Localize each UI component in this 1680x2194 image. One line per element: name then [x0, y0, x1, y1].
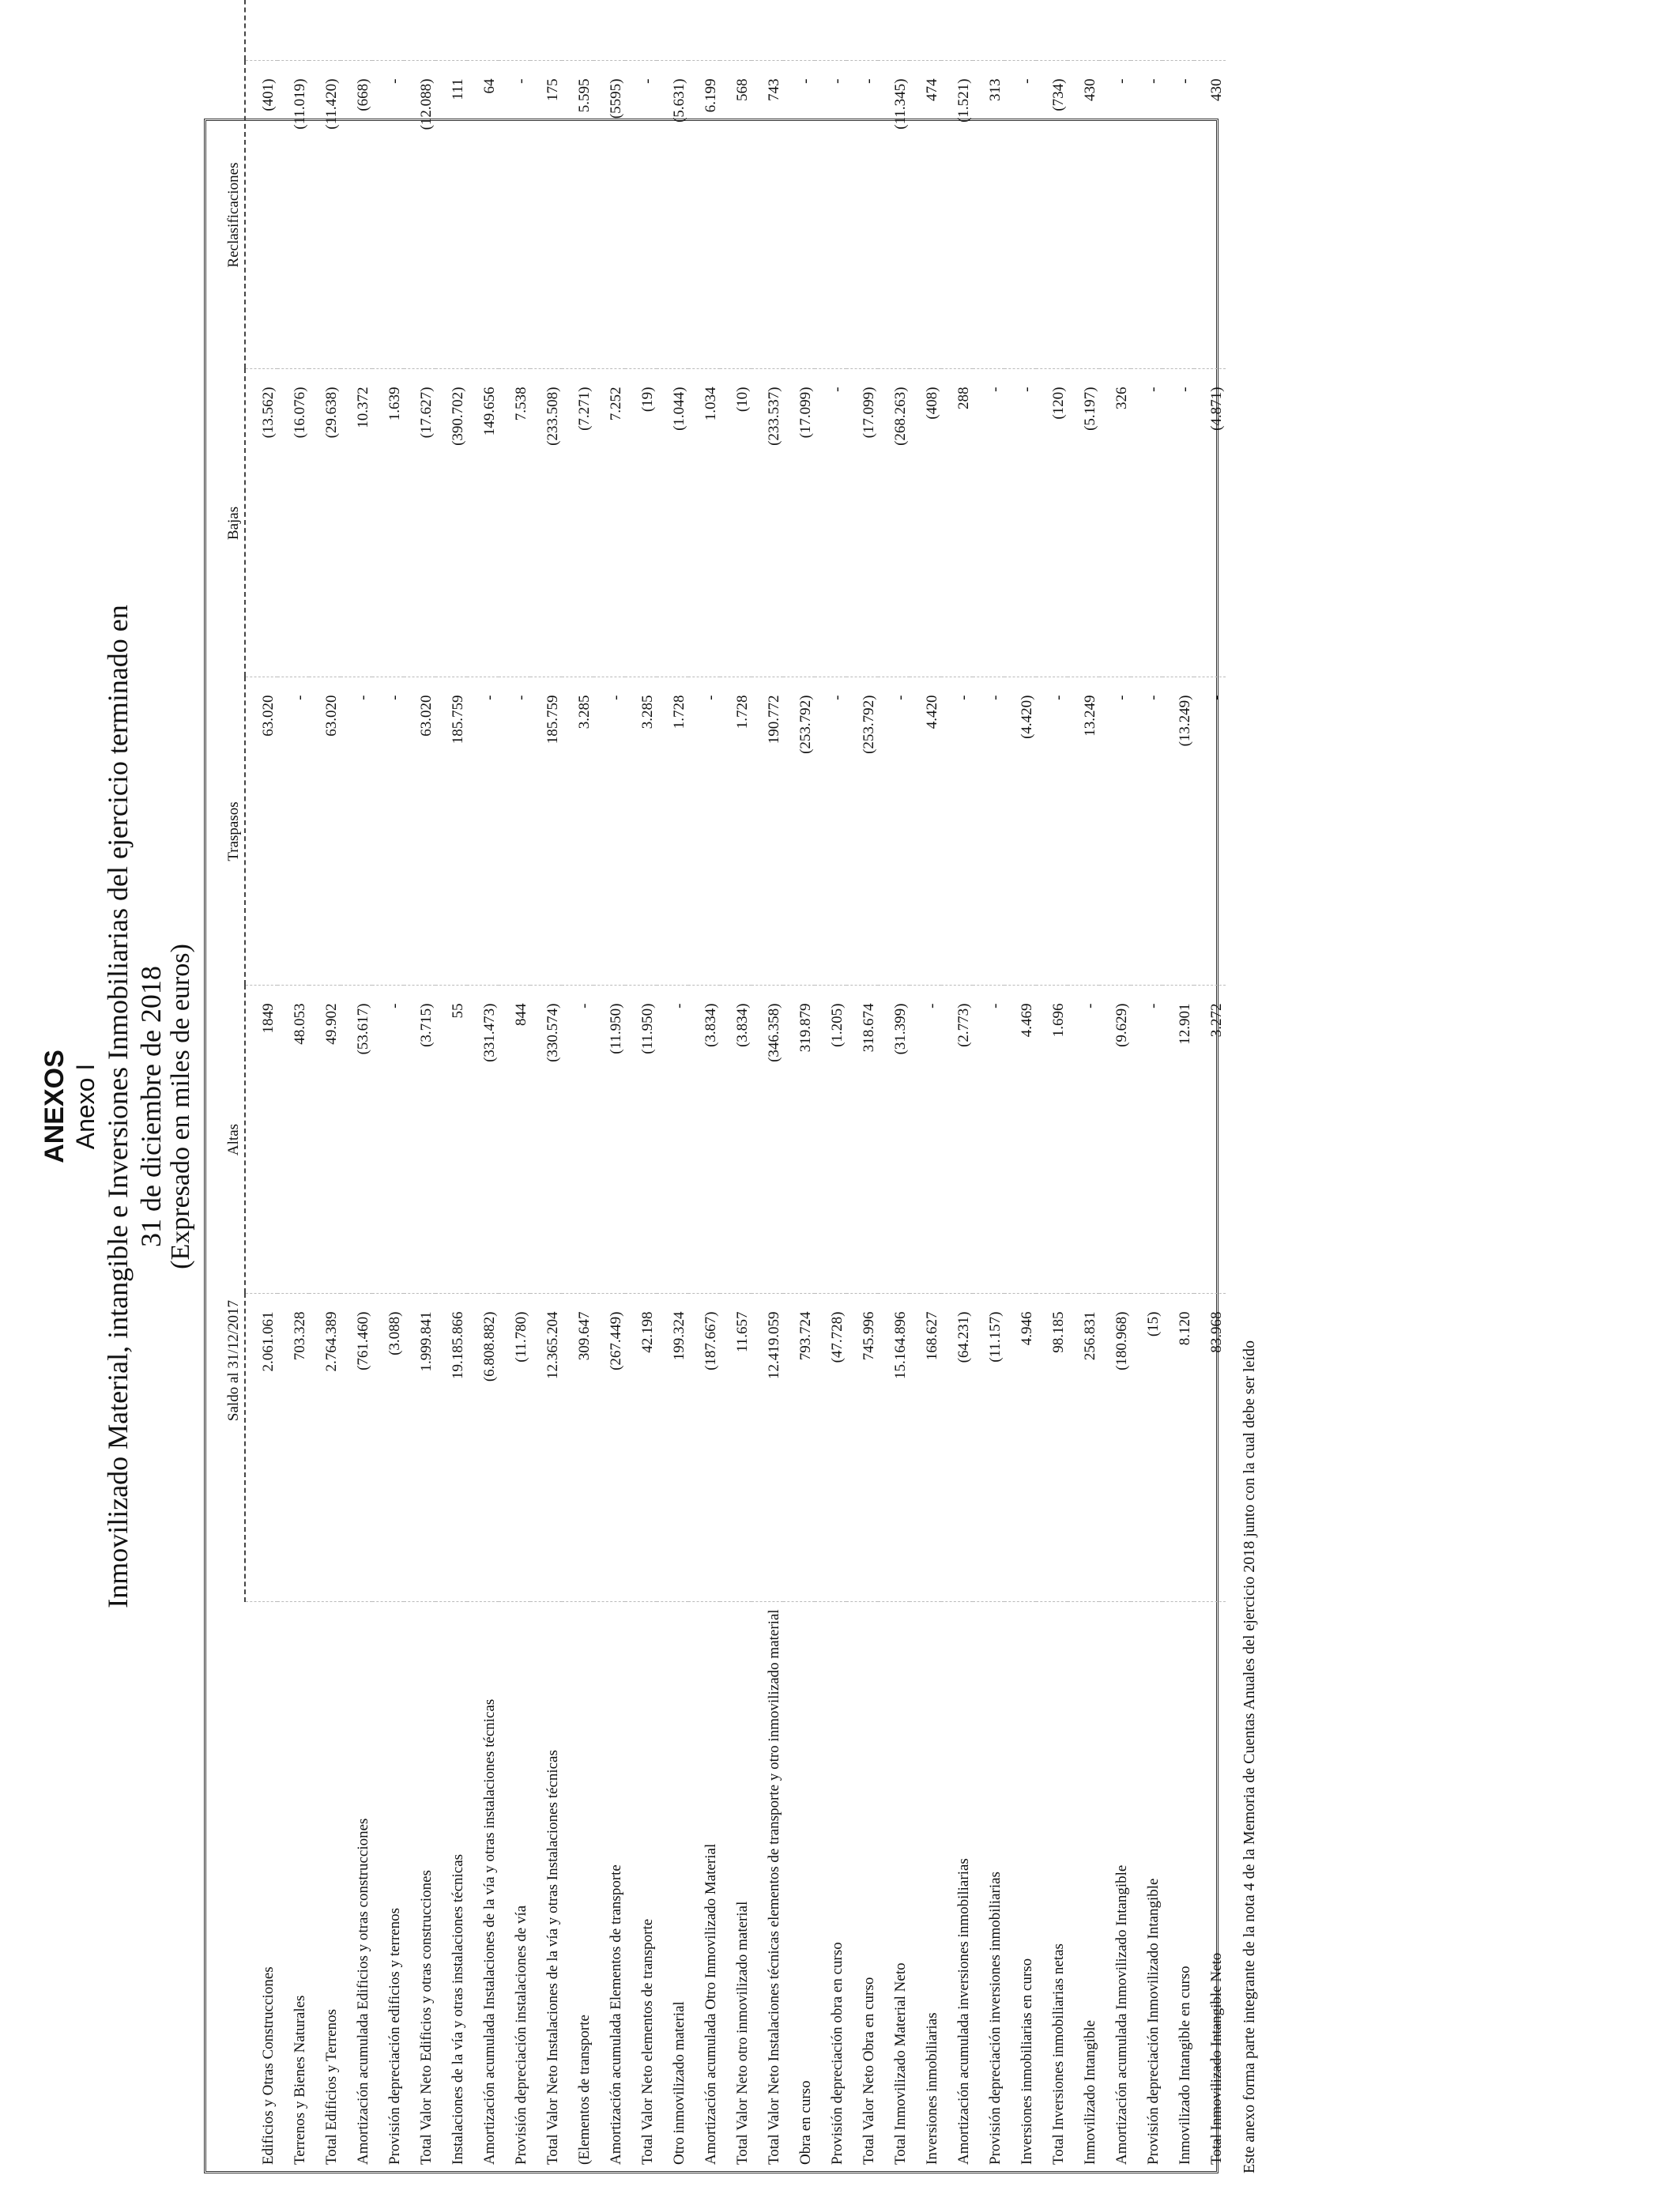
table-row	[1162, 0, 1194, 2171]
table-cell: (233.508)	[530, 369, 562, 677]
column-header: Altas	[225, 986, 245, 1294]
row-label: Inversiones inmobiliarias	[910, 1602, 941, 2171]
table-cell: 55	[435, 986, 467, 1294]
table-row	[245, 0, 277, 2171]
table-cell: 1.696	[1036, 986, 1068, 1294]
table-cell: (4.420)	[1004, 677, 1036, 986]
table-cell: 703.328	[277, 1294, 309, 1602]
table-cell: 743	[751, 61, 783, 369]
table-row	[530, 0, 562, 2171]
table-row	[751, 0, 783, 2171]
table-cell: -	[1162, 369, 1194, 677]
table-cell: (31.399)	[878, 986, 910, 1294]
table-row	[593, 0, 625, 2171]
annex-heading: ANEXOS	[40, 1050, 70, 1163]
table-cell: (331.473)	[467, 986, 499, 1294]
row-label: Total Valor Neto elementos de transporte	[625, 1602, 657, 2171]
table-cell: 48.053	[277, 986, 309, 1294]
table-cell: 199.324	[657, 1294, 688, 1602]
assets-table	[206, 0, 1226, 2171]
table-row	[720, 0, 751, 2171]
table-cell: (390.702)	[435, 369, 467, 677]
table-cell: 256.831	[1068, 1294, 1099, 1602]
table-cell: -	[499, 61, 530, 369]
table-cell: -	[973, 369, 1004, 677]
row-label: Amortización acumulada inversiones inmobiliarias	[941, 1602, 973, 2171]
table-cell: -	[562, 986, 593, 1294]
table-row	[562, 0, 593, 2171]
row-label: Inmovilizado Intangible en curso	[1162, 1602, 1194, 2171]
table-cell: (253.792)	[846, 677, 878, 986]
table-cell: 1.034	[688, 369, 720, 677]
table-row	[1131, 0, 1162, 2171]
table-cell: (11.780)	[499, 1294, 530, 1602]
table-cell: -	[815, 369, 846, 677]
table-cell: 5.595	[562, 61, 593, 369]
table-cell: 175	[530, 61, 562, 369]
table-cell: -	[372, 677, 404, 986]
row-label: Total Valor Neto Edificios y otras construcciones	[404, 1602, 435, 2171]
table-cell: 844	[499, 986, 530, 1294]
table-row	[1004, 0, 1036, 2171]
table-cell: 12.901	[1162, 986, 1194, 1294]
table-cell: -	[1099, 61, 1131, 369]
table-header-row	[225, 0, 245, 2171]
table-cell: (11.345)	[878, 61, 910, 369]
table-cell	[341, 0, 372, 61]
table-row	[1099, 0, 1131, 2171]
table-cell: (10)	[720, 369, 751, 677]
column-header: Saldo al 31/12/2017	[225, 1294, 245, 1602]
column-header-top	[206, 0, 225, 61]
table-cell: -	[878, 677, 910, 986]
table-cell: 7.538	[499, 369, 530, 677]
table-cell: (268.263)	[878, 369, 910, 677]
table-cell	[467, 0, 499, 61]
annex-number: Anexo I	[71, 1063, 100, 1150]
table-cell: (6.808.882)	[467, 1294, 499, 1602]
table-cell	[1068, 0, 1099, 61]
table-cell	[625, 0, 657, 61]
row-label: Provisión depreciación instalaciones de vía	[499, 1602, 530, 2171]
table-cell: -	[783, 61, 815, 369]
document-subtitle: (Expresado en miles de euros)	[166, 944, 195, 1269]
table-cell: (12.088)	[404, 61, 435, 369]
table-cell: 3.272	[1194, 986, 1226, 1294]
table-cell: (5.197)	[1068, 369, 1099, 677]
table-row	[1036, 0, 1068, 2171]
table-row	[910, 0, 941, 2171]
row-label: Total Inmovilizado Intangible Neto	[1194, 1602, 1226, 2171]
row-label: Terrenos y Bienes Naturales	[277, 1602, 309, 2171]
row-label: Total Inversiones inmobiliarias netas	[1036, 1602, 1068, 2171]
table-cell: 430	[1068, 61, 1099, 369]
table-cell: -	[1099, 677, 1131, 986]
table-cell	[435, 0, 467, 61]
table-cell: (401)	[245, 61, 277, 369]
table-cell: 318.674	[846, 986, 878, 1294]
table-cell: (734)	[1036, 61, 1068, 369]
table-cell: -	[1036, 677, 1068, 986]
row-label: Amortización acumulada Otro Inmovilizado Material	[688, 1602, 720, 2171]
table-cell: 19.185.866	[435, 1294, 467, 1602]
table-row	[309, 0, 341, 2171]
table-cell: (2.773)	[941, 986, 973, 1294]
table-cell: (1.521)	[941, 61, 973, 369]
table-cell: -	[1162, 61, 1194, 369]
table-cell: (17.099)	[846, 369, 878, 677]
table-cell: -	[657, 986, 688, 1294]
table-cell: -	[341, 677, 372, 986]
row-label: Inversiones inmobiliarias en curso	[1004, 1602, 1036, 2171]
row-label: Total Valor Neto Obra en curso	[846, 1602, 878, 2171]
table-cell	[530, 0, 562, 61]
table-cell: (11.420)	[309, 61, 341, 369]
table-cell: -	[467, 677, 499, 986]
table-cell: (11.157)	[973, 1294, 1004, 1602]
row-label: Total Edificios y Terrenos	[309, 1602, 341, 2171]
table-cell: 8.120	[1162, 1294, 1194, 1602]
table-cell	[1162, 0, 1194, 61]
table-cell: -	[1194, 677, 1226, 986]
table-cell: -	[625, 61, 657, 369]
table-row	[499, 0, 530, 2171]
table-cell: 42.198	[625, 1294, 657, 1602]
table-cell: 313	[973, 61, 1004, 369]
table-cell: 1.639	[372, 369, 404, 677]
table-cell: 745.996	[846, 1294, 878, 1602]
table-cell: (5.631)	[657, 61, 688, 369]
table-cell: 13.249	[1068, 677, 1099, 986]
row-label: Amortización acumulada Edificios y otras construcciones	[341, 1602, 372, 2171]
table-cell: (64.231)	[941, 1294, 973, 1602]
table-cell: (7.271)	[562, 369, 593, 677]
table-cell	[815, 0, 846, 61]
table-cell: (668)	[341, 61, 372, 369]
table-cell: (408)	[910, 369, 941, 677]
column-header: Reclasificaciones	[225, 61, 245, 369]
table-cell: (346.358)	[751, 986, 783, 1294]
table-cell: -	[941, 677, 973, 986]
table-cell: 64	[467, 61, 499, 369]
table-cell	[910, 0, 941, 61]
table-cell: 309.647	[562, 1294, 593, 1602]
column-header	[225, 0, 245, 61]
table-cell: 168.627	[910, 1294, 941, 1602]
table-row	[783, 0, 815, 2171]
table-cell: 63.020	[404, 677, 435, 986]
table-row	[878, 0, 910, 2171]
table-cell	[593, 0, 625, 61]
table-cell	[562, 0, 593, 61]
table-cell: -	[372, 986, 404, 1294]
row-label: Provisión depreciación inversiones inmobiliarias	[973, 1602, 1004, 2171]
table-cell: (13.249)	[1162, 677, 1194, 986]
row-label: Total Inmovilizado Material Neto	[878, 1602, 910, 2171]
table-cell: 185.759	[530, 677, 562, 986]
table-cell: 1.728	[657, 677, 688, 986]
table-cell	[245, 0, 277, 61]
table-cell: 15.164.896	[878, 1294, 910, 1602]
table-cell	[1194, 0, 1226, 61]
table-cell: (5595)	[593, 61, 625, 369]
table-cell: -	[1131, 369, 1162, 677]
row-label: Inmovilizado Intangible	[1068, 1602, 1099, 2171]
table-cell	[878, 0, 910, 61]
document-date: 31 de diciembre de 2018	[135, 966, 167, 1247]
row-label: Provisión depreciación edificios y terrenos	[372, 1602, 404, 2171]
table-cell: -	[815, 677, 846, 986]
table-cell: 793.724	[783, 1294, 815, 1602]
table-cell	[1131, 0, 1162, 61]
row-label: Amortización acumulada Inmovilizado Intangible	[1099, 1602, 1131, 2171]
table-cell: (761.460)	[341, 1294, 372, 1602]
table-cell: -	[815, 61, 846, 369]
table-cell: 568	[720, 61, 751, 369]
row-label: Total Valor Neto Instalaciones técnicas elementos de transporte y otro inmovilizado material	[751, 1602, 783, 2171]
table-cell: (11.950)	[593, 986, 625, 1294]
table-cell: 326	[1099, 369, 1131, 677]
row-label: Amortización acumulada Elementos de transporte	[593, 1602, 625, 2171]
table-cell: (1.044)	[657, 369, 688, 677]
table-cell: -	[1004, 369, 1036, 677]
table-cell: -	[910, 986, 941, 1294]
table-cell: -	[499, 677, 530, 986]
row-label: Provisión depreciación Inmovilizado Intangible	[1131, 1602, 1162, 2171]
column-header: Traspasos	[225, 677, 245, 986]
table-cell: 185.759	[435, 677, 467, 986]
table-cell	[1099, 0, 1131, 61]
table-cell: 7.252	[593, 369, 625, 677]
table-cell: 288	[941, 369, 973, 677]
table-cell: -	[593, 677, 625, 986]
table-cell: (3.834)	[720, 986, 751, 1294]
table-cell	[720, 0, 751, 61]
column-header: Bajas	[225, 369, 245, 677]
table-cell: 149.656	[467, 369, 499, 677]
table-cell	[846, 0, 878, 61]
row-label: Provisión depreciación obra en curso	[815, 1602, 846, 2171]
table-body	[245, 0, 1226, 2171]
footer-note: Este anexo forma parte integrante de la nota 4 de la Memoria de Cuentas Anuales del ejercicio 2018 junto con la cual debe ser leído	[1241, 1340, 1258, 2173]
table-cell: (19)	[625, 369, 657, 677]
table-cell: (47.728)	[815, 1294, 846, 1602]
table-cell: -	[1068, 986, 1099, 1294]
row-label: Obra en curso	[783, 1602, 815, 2171]
table-cell: (29.638)	[309, 369, 341, 677]
table-cell: 1849	[245, 986, 277, 1294]
table-cell: -	[688, 677, 720, 986]
row-label: Edificios y Otras Construcciones	[245, 1602, 277, 2171]
table-cell: 1.728	[720, 677, 751, 986]
table-cell: (17.099)	[783, 369, 815, 677]
table-cell: 474	[910, 61, 941, 369]
table-cell: -	[973, 677, 1004, 986]
table-cell: (4.871)	[1194, 369, 1226, 677]
table-row	[815, 0, 846, 2171]
row-label: Amortización acumulada Instalaciones de la vía y otras instalaciones técnicas	[467, 1602, 499, 2171]
table-cell: (187.667)	[688, 1294, 720, 1602]
table-cell: 2.061.061	[245, 1294, 277, 1602]
table-cell: -	[372, 61, 404, 369]
table-cell	[404, 0, 435, 61]
table-cell: (3.715)	[404, 986, 435, 1294]
rotated-page-content	[40, 40, 1541, 2173]
table-cell	[941, 0, 973, 61]
table-row	[1194, 0, 1226, 2171]
table-cell: 430	[1194, 61, 1226, 369]
table-cell	[657, 0, 688, 61]
table-cell: (17.627)	[404, 369, 435, 677]
table-cell: (233.537)	[751, 369, 783, 677]
table-cell: 1.999.841	[404, 1294, 435, 1602]
table-cell	[973, 0, 1004, 61]
table-cell: (267.449)	[593, 1294, 625, 1602]
table-cell: -	[1131, 986, 1162, 1294]
table-cell: 98.185	[1036, 1294, 1068, 1602]
table-cell: 4.469	[1004, 986, 1036, 1294]
table-cell: -	[1131, 61, 1162, 369]
table-cell: 4.946	[1004, 1294, 1036, 1602]
table-cell: 3.285	[562, 677, 593, 986]
table-cell: (11.019)	[277, 61, 309, 369]
table-cell: 49.902	[309, 986, 341, 1294]
table-cell	[499, 0, 530, 61]
table-cell: (11.950)	[625, 986, 657, 1294]
table-cell	[1004, 0, 1036, 61]
table-cell: 2.764.389	[309, 1294, 341, 1602]
table-frame	[204, 78, 1225, 2173]
table-row	[1068, 0, 1099, 2171]
table-cell: -	[277, 677, 309, 986]
table-cell: 4.420	[910, 677, 941, 986]
row-label: Total Valor Neto otro inmovilizado material	[720, 1602, 751, 2171]
table-cell: (330.574)	[530, 986, 562, 1294]
table-row	[688, 0, 720, 2171]
table-cell: 111	[435, 61, 467, 369]
table-cell	[277, 0, 309, 61]
table-cell: -	[1131, 677, 1162, 986]
table-row	[435, 0, 467, 2171]
table-row	[973, 0, 1004, 2171]
table-cell: 83.968	[1194, 1294, 1226, 1602]
table-row	[941, 0, 973, 2171]
table-cell: 10.372	[341, 369, 372, 677]
table-cell: 63.020	[309, 677, 341, 986]
table-cell: (1.205)	[815, 986, 846, 1294]
table-row	[657, 0, 688, 2171]
row-label: Total Valor Neto Instalaciones de la vía y otras Instalaciones técnicas	[530, 1602, 562, 2171]
table-cell	[309, 0, 341, 61]
table-cell: (3.834)	[688, 986, 720, 1294]
table-cell: 190.772	[751, 677, 783, 986]
document-title: Inmovilizado Material, intangible e Inversiones Inmobiliarias del ejercicio terminado en	[102, 605, 134, 1608]
table-cell	[688, 0, 720, 61]
table-row	[404, 0, 435, 2171]
table-cell	[783, 0, 815, 61]
row-label: (Elementos de transporte	[562, 1602, 593, 2171]
table-row	[372, 0, 404, 2171]
table-cell: 11.657	[720, 1294, 751, 1602]
table-cell: -	[846, 61, 878, 369]
row-label: Otro inmovilizado material	[657, 1602, 688, 2171]
table-cell: 319.879	[783, 986, 815, 1294]
table-cell: 3.285	[625, 677, 657, 986]
table-row	[467, 0, 499, 2171]
table-cell: 6.199	[688, 61, 720, 369]
table-cell: (3.088)	[372, 1294, 404, 1602]
table-cell: (16.076)	[277, 369, 309, 677]
table-row	[846, 0, 878, 2171]
table-cell	[372, 0, 404, 61]
row-label: Instalaciones de la vía y otras instalaciones técnicas	[435, 1602, 467, 2171]
table-cell	[1036, 0, 1068, 61]
table-row	[341, 0, 372, 2171]
table-cell: (15)	[1131, 1294, 1162, 1602]
table-cell: (9.629)	[1099, 986, 1131, 1294]
table-cell: (180.968)	[1099, 1294, 1131, 1602]
table-cell: (53.617)	[341, 986, 372, 1294]
table-cell: 12.419.059	[751, 1294, 783, 1602]
table-cell: (253.792)	[783, 677, 815, 986]
table-cell: 12.365.204	[530, 1294, 562, 1602]
table-cell: 63.020	[245, 677, 277, 986]
table-cell: -	[1004, 61, 1036, 369]
table-cell: (120)	[1036, 369, 1068, 677]
table-cell	[751, 0, 783, 61]
table-row	[277, 0, 309, 2171]
table-cell: -	[973, 986, 1004, 1294]
table-cell: (13.562)	[245, 369, 277, 677]
table-row	[625, 0, 657, 2171]
